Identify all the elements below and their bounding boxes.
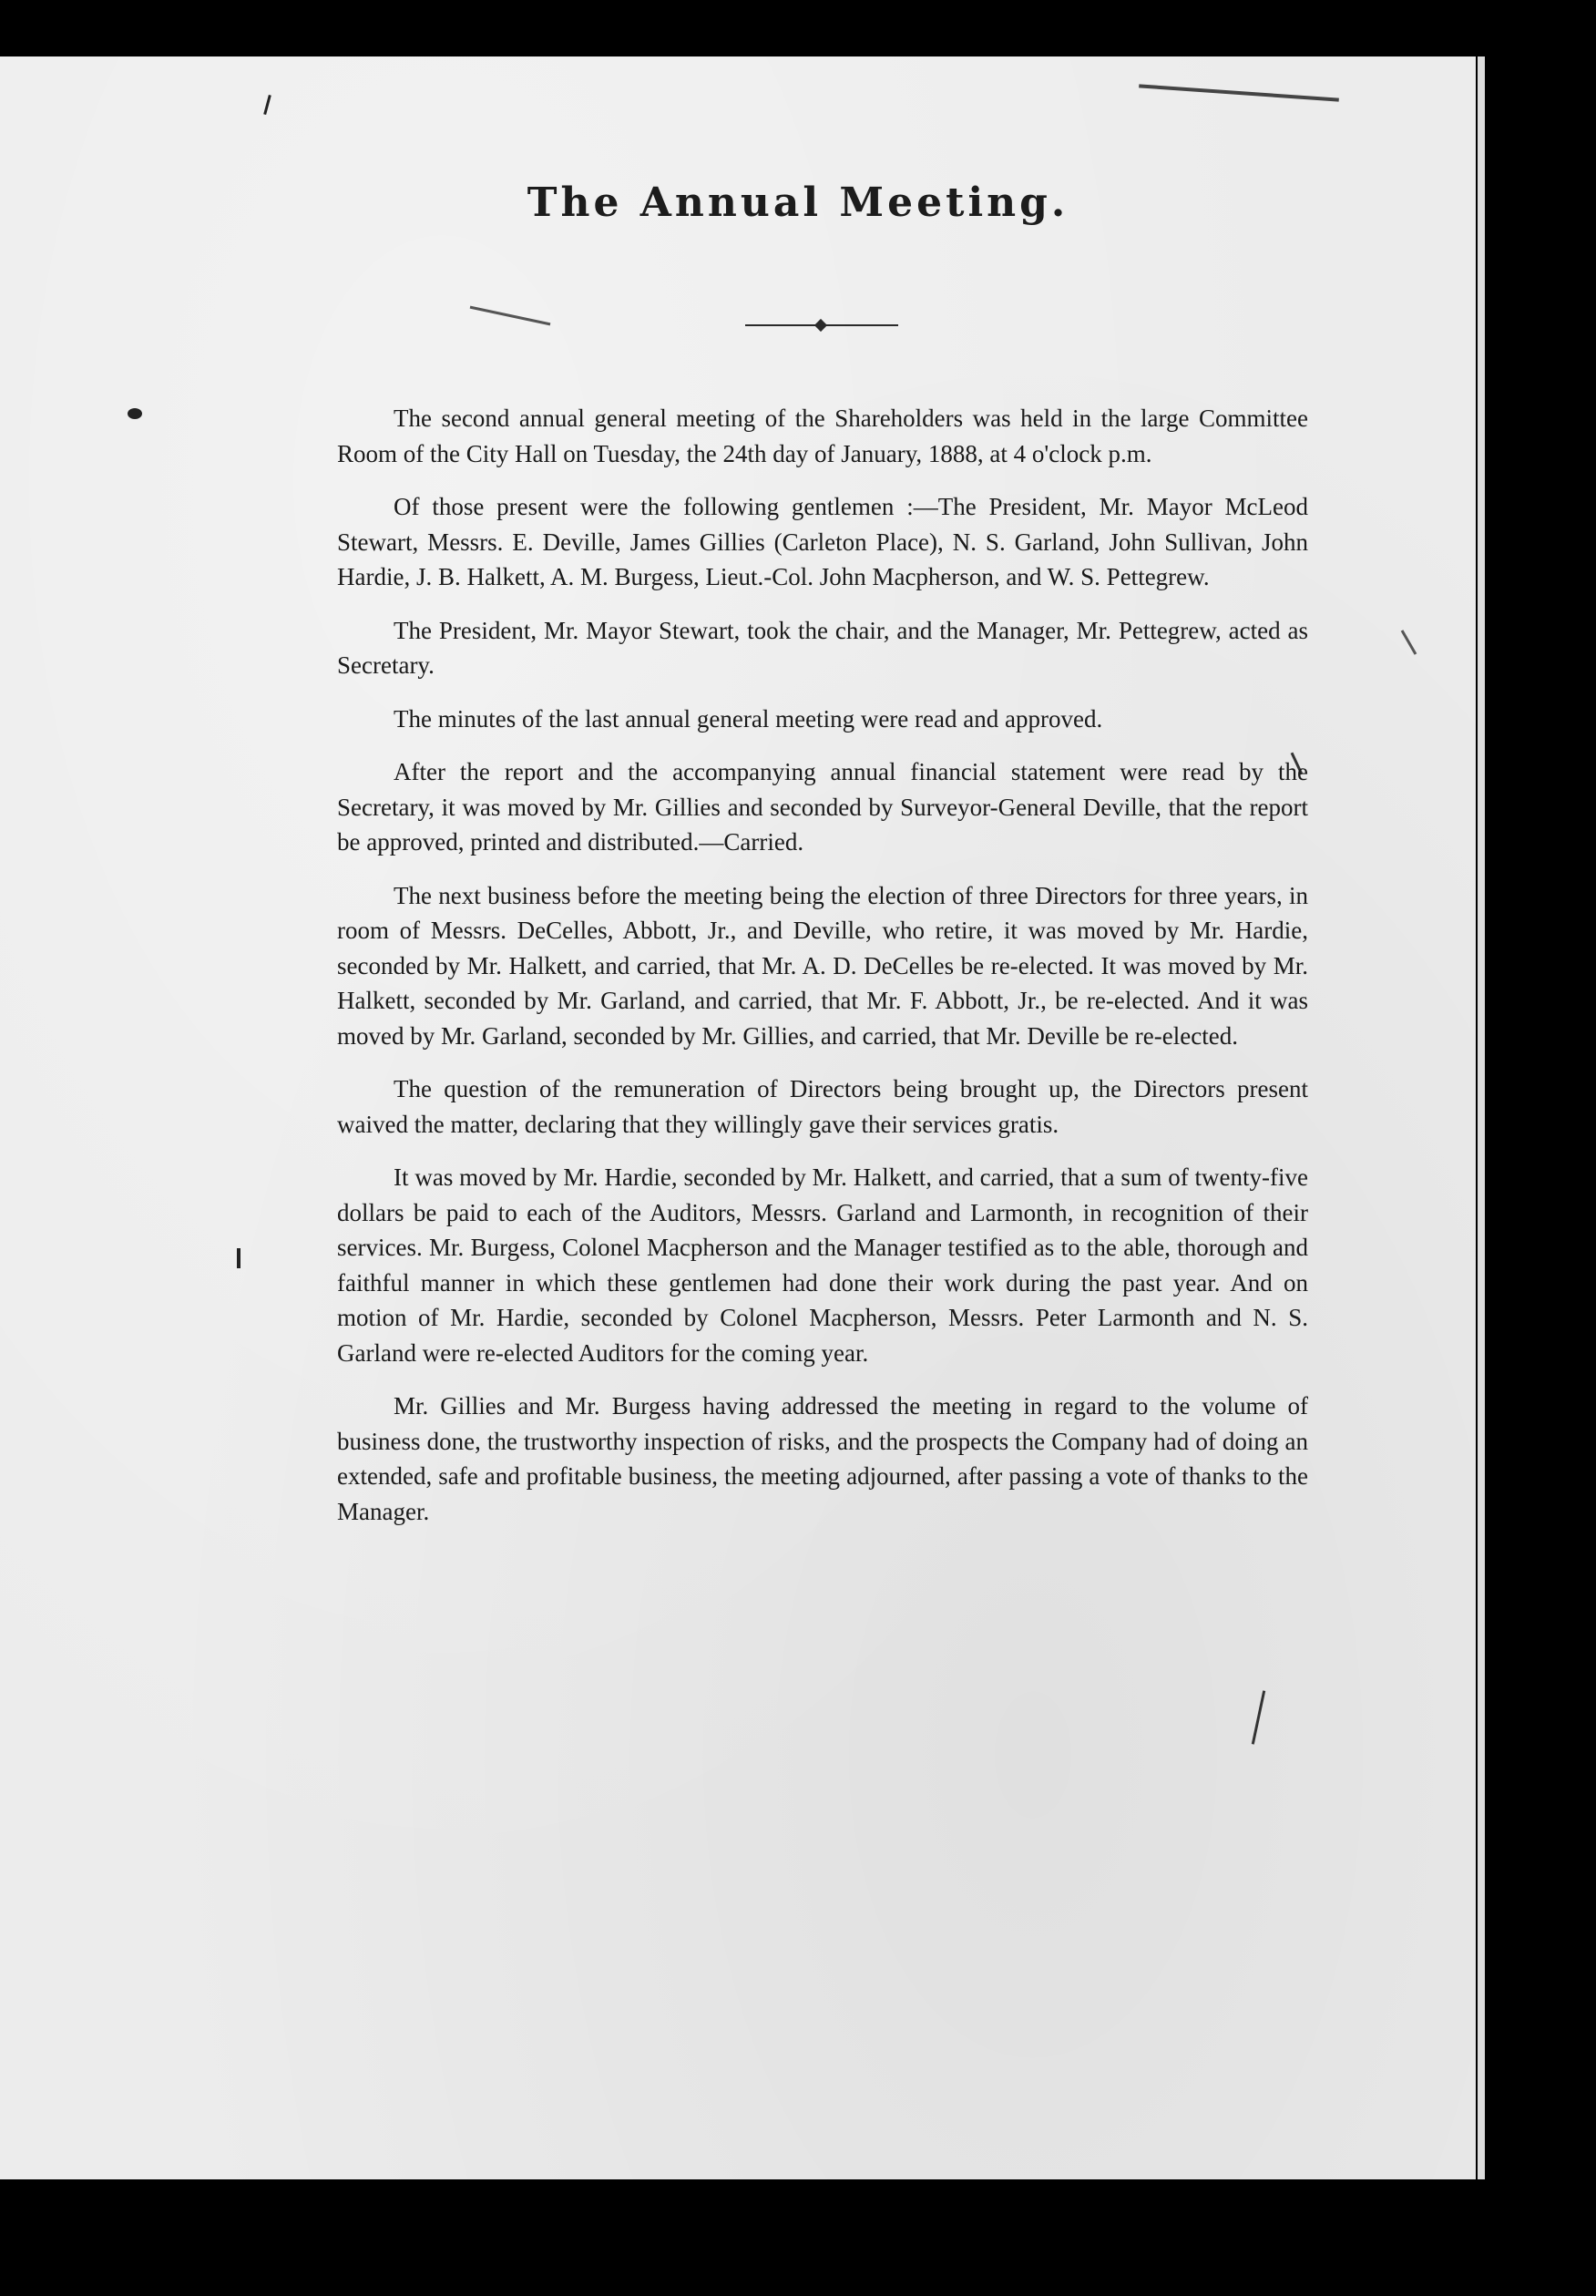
page-edge [1478, 56, 1485, 2179]
paragraph-chair: The President, Mr. Mayor Stewart, took the chair, and the Manager, Mr. Pettegrew, acted as Secretary. [337, 616, 1308, 679]
paragraph-report: After the report and the accompanying annual financial statement were read by the Secretary, it was moved by Mr. Gillies and seconded by Surveyor-General Deville, that the report be approved, printed and distributed.—Carried. [337, 758, 1308, 856]
paragraph-attendees: Of those present were the following gentlemen :—The President, Mr. Mayor McLeod Stewart, Messrs. E. Deville, James Gillies (Carleton Place), N. S. Garland, John Sullivan, John Hardie, J. B. Halkett, A. M. Burgess, Lieut.-Col. John Macpherson, and W. S. Pettegrew. [337, 493, 1308, 590]
paragraph-remuneration: The question of the remuneration of Directors being brought up, the Directors present waived the matter, declaring that they willingly gave their services gratis. [337, 1075, 1308, 1138]
paragraph-minutes-approved: The minutes of the last annual general meeting were read and approved. [394, 704, 1103, 733]
scan-mark [237, 1248, 240, 1268]
minutes-body [337, 401, 1308, 1547]
scan-mark [128, 408, 142, 419]
paragraph-auditors: It was moved by Mr. Hardie, seconded by Mr. Halkett, and carried, that a sum of twenty-five dollars be paid to each of the Auditors, Messrs. Garland and Larmonth, in recognition of their services. Mr. Burgess, Colonel Macpherson and the Manager testified as to the able, thorough and faithful manner in which these gentlemen had done their work during the past year. And on motion of Mr. Hardie, seconded by Colonel Macpherson, Messrs. Peter Larmonth and N. S. Garland were re-elected Auditors for the coming year. [337, 1163, 1308, 1367]
paragraph-adjournment: Mr. Gillies and Mr. Burgess having addressed the meeting in regard to the volume of business done, the trustworthy inspection of risks, and the prospects the Company had of doing an extended, safe and profitable business, the meeting adjourned, after passing a vote of thanks to the Manager. [337, 1392, 1308, 1525]
page-title: The Annual Meeting. [527, 179, 1069, 227]
paragraph-election: The next business before the meeting being the election of three Directors for three years, in room of Messrs. DeCelles, Abbott, Jr., and Deville, who retire, it was moved by Mr. Hardie, seconded by Mr. Halkett, and carried, that Mr. A. D. DeCelles be re-elected. It was moved by Mr. Halkett, seconded by Mr. Garland, and carried, that Mr. F. Abbott, Jr., be re-elected. And it was moved by Mr. Garland, seconded by Mr. Gillies, and carried, that Mr. Deville be re-elected. [337, 881, 1308, 1050]
paragraph-meeting-held: The second annual general meeting of the Shareholders was held in the large Committee Room of the City Hall on Tuesday, the 24th day of January, 1888, at 4 o'clock p.m. [337, 405, 1308, 467]
